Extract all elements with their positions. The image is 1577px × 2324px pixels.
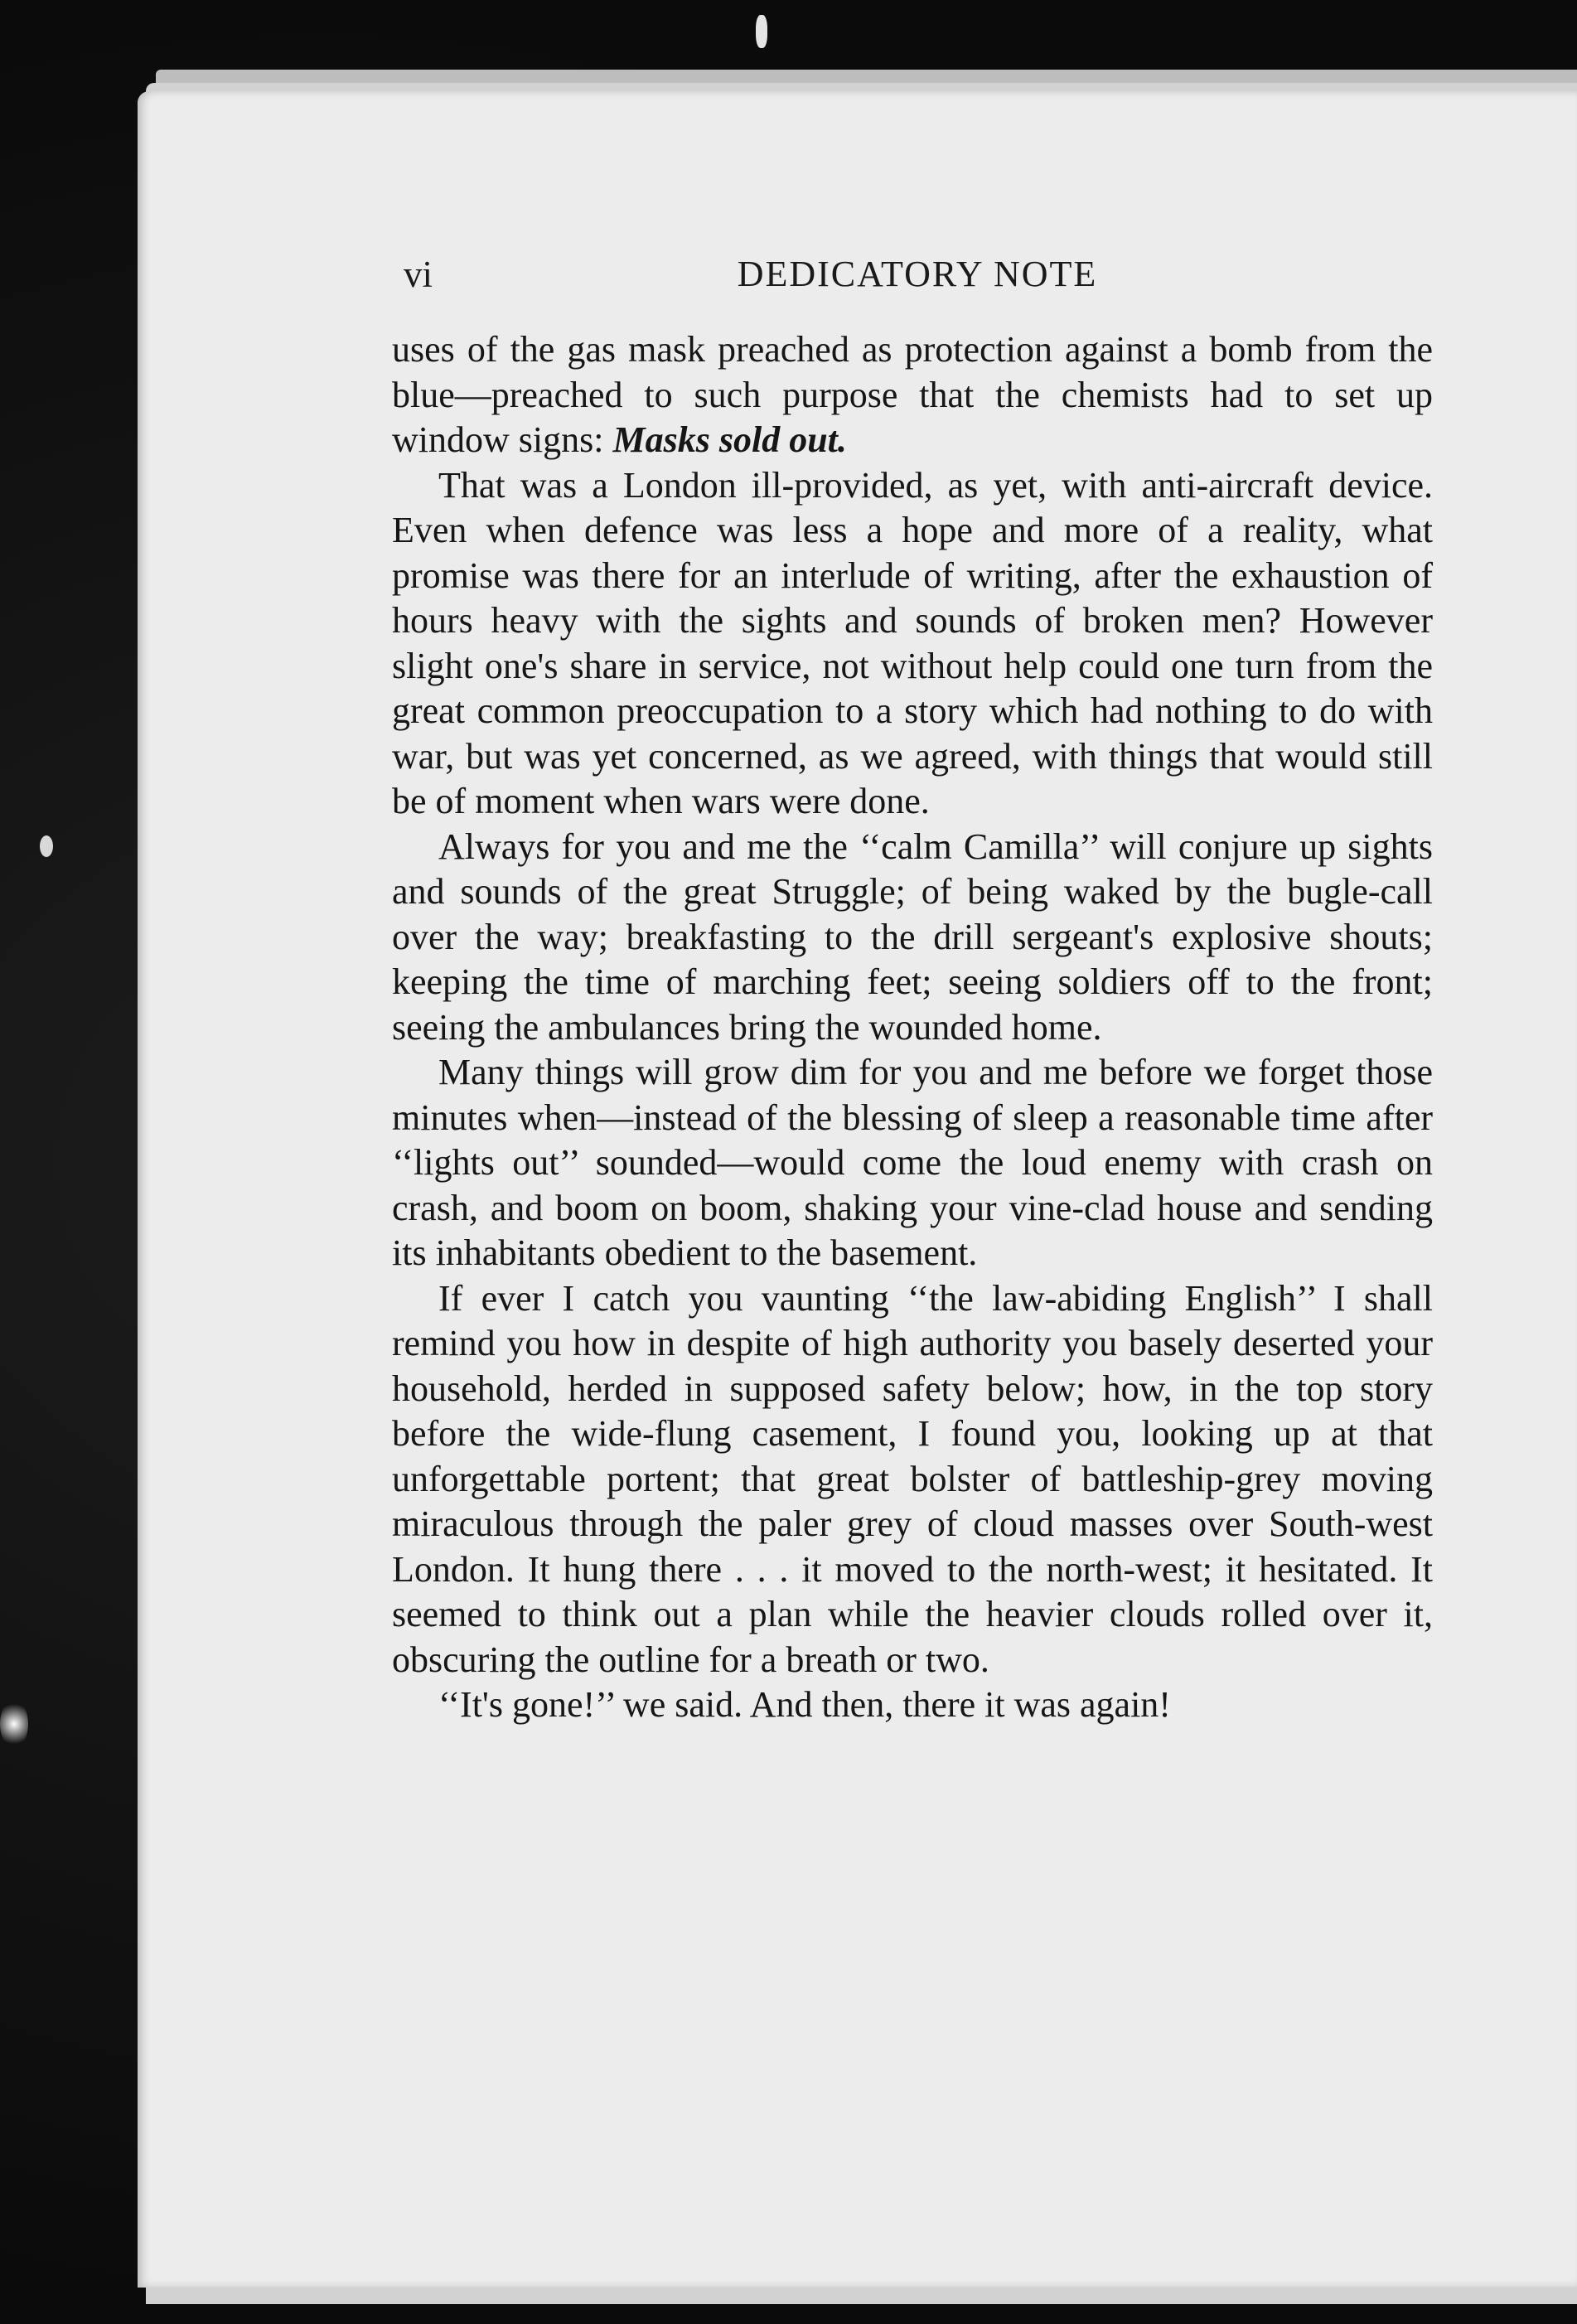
paragraph-1-text: uses of the gas mask preached as protection against a bomb from the blue—preached to such purpose that the chemists had to set up window signs: [392, 329, 1433, 460]
dust-speck [40, 835, 53, 857]
paragraph-2: That was a London ill-provided, as yet, with anti-aircraft device. Even when defence was less a hope and more of a reality, what promise was there for an interlude of writing, after the exhaustion of hours heavy with the sights and sounds of broken men? However slight one's share in service, not without help could one turn from the great common preoccupation to a story which had nothing to do with war, but was yet concerned, as we agreed, with things that would still be of moment when wars were done. [392, 464, 1433, 821]
paragraph-3: Always for you and me the ‘‘calm Camilla’’ will conjure up sights and sounds of the great Struggle; of being waked by the bugle-call over the way; breakfasting to the drill sergeant's explosive shouts; keeping the time of marching feet; seeing soldiers off to the front; seeing the ambulances bring the wounded home. [392, 826, 1433, 1048]
page-header [404, 253, 1431, 303]
dust-speck [0, 1699, 28, 1749]
body-text [392, 327, 1433, 1728]
dust-speck [756, 15, 767, 48]
italic-sign-text: Masks sold out. [612, 419, 847, 460]
paragraph-1 [392, 327, 1433, 463]
paragraph-5: If ever I catch you vaunting ‘‘the law-abiding English’’ I shall remind you how in despite of high authority you basely deserted your household, herded in supposed safety below; how, in the top story before the wide-flung casement, I found you, looking up at that unforgettable portent; that great bolster of battleship-grey moving miraculous through the paler grey of cloud masses over South-west London. It hung there . . . it moved to the north-west; it hesitated. It seemed to think out a plan while the heavier clouds rolled over it, obscuring the outline for a breath or two. [392, 1277, 1433, 1680]
page-number: vi [404, 254, 433, 295]
running-head: DEDICATORY NOTE [737, 254, 1098, 294]
paragraph-6: ‘‘It's gone!’’ we said. And then, there it was again! [438, 1684, 1171, 1725]
paragraph-4: Many things will grow dim for you and me before we forget those minutes when—instead of the blessing of sleep a reasonable time after ‘‘lights out’’ sounded—would come the loud enemy with crash on crash, and boom on boom, shaking your vine-clad house and sending its inhabitants obedient to the basement. [392, 1052, 1433, 1273]
